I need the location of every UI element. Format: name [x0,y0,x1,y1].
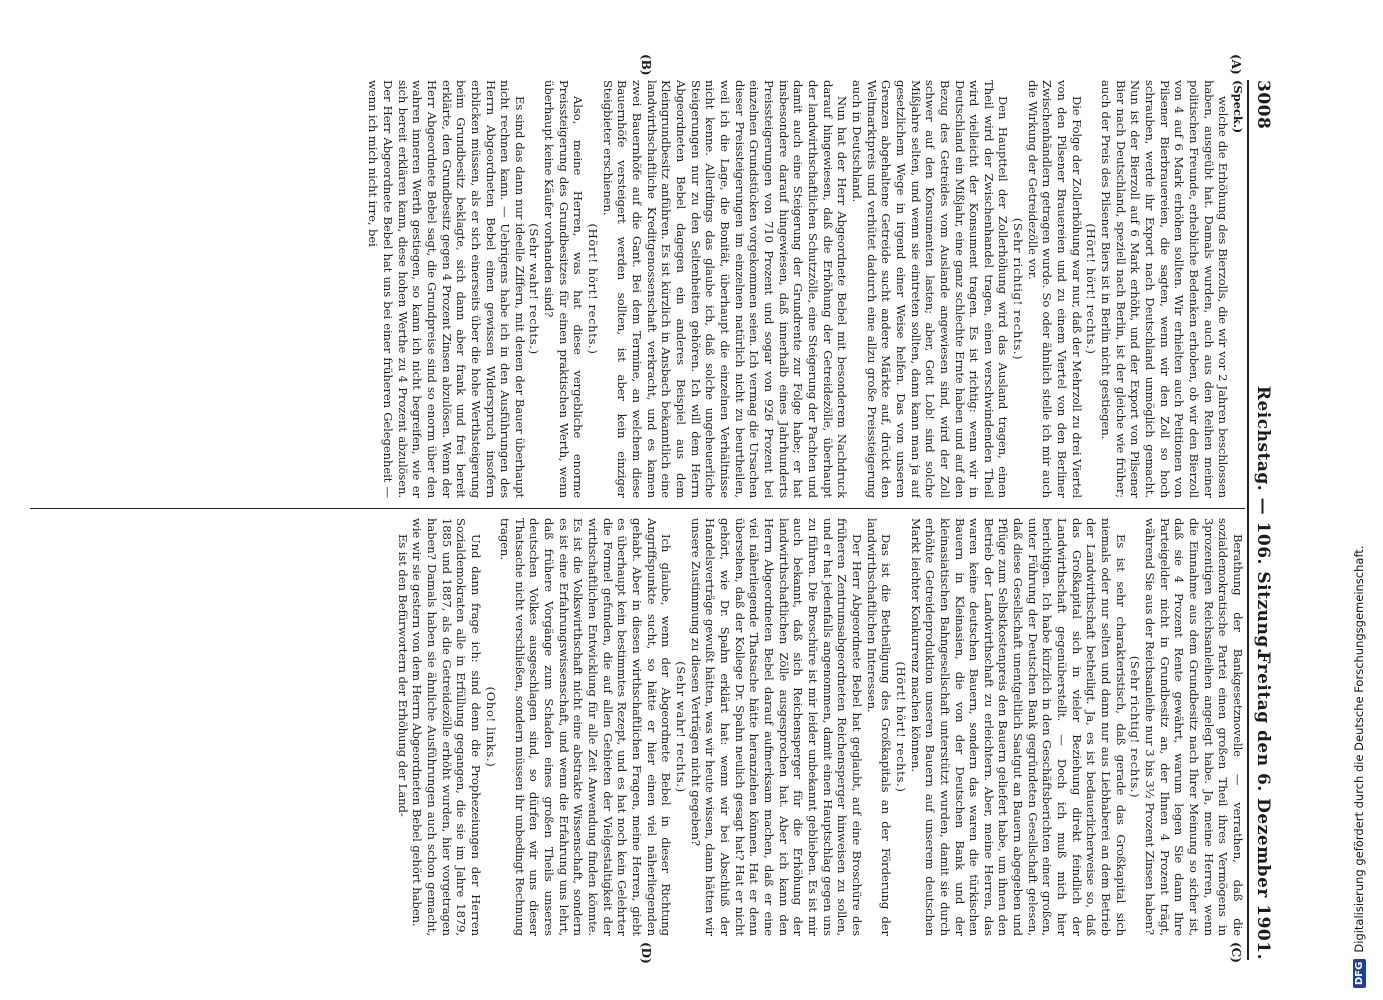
page-header [1247,80,1279,960]
margin-marker-b: (B) [639,54,653,76]
column-divider [30,508,1245,509]
paragraph: Es ist sehr charakteristisch, daß gerade das Großkapital sich niemals oder nur selten und dann nur aus Liebhaberei an dem Betrieb der Landwirthschaft betheiligt. Ja, es ist bedauerlicherweise so, daß das Großkapital sich in vieler Beziehung direkt feindlich der Landwirthschaft gegenüberstellt. — Doch ich muß mich hier berichtigen. Ich habe kürzlich in den Geschäftsberichten einer großen, unter Führung der Deutschen Bank gegründeten Gesellschaft gelesen, daß diese Gesellschaft unentgeltlich Saatgut an Bauern abgegeben und Pflüge zum Selbstkostenpreis den Bauern geliefert habe, um ihnen den Betrieb der Landwirthschaft zu erleichtern. Aber, meine Herren, das waren keine deutschen Bauern, sondern das waren die türkischen Bauern in Kleinasien, die von der Deutschen Bank und der kleinasiatischen Bahngesellschaft unterstützt wurden, damit sie durch erhöhte Getreideproduktion unseren Bauern auf unserem deutschen Markt leichter Konkurrenz machen können. [908,518,1128,936]
right-column [30,518,1245,936]
paragraph: Die Folge der Zollerhöhung war nur, daß der Mehrzoll zu drei Viertel von den Pilsener Brauereien und zu einem Viertel von den Berliner Zwischenhändlern getragen wurde. So oder ähnlich stelle ich mir auch die Wirkung der Getreidezölle vor. [1025,80,1084,498]
header-date: Freitag den 6. Dezember 1901. [1253,651,1273,960]
paragraph: Es ist den Befürwortern der Erhöhung der Land- [395,534,410,817]
header-title: Reichstag. — 106. Sitzung. [1253,385,1273,655]
paragraph: Das ist die Betheiligung des Großkapitals an der Förderung der landwirthschaftlichen Interessen. [864,518,894,936]
paragraph: Berathung der Bankgesetznovelle — verrathen, daß die sozialdemokratische Partei einen großen Theil ihres Vermögens in 3prozentigen Reichsanleihen angelegt habe. Ja, meine Herren, wenn die Einnahme aus dem Grundbesitz nach Ihrer Meinung so sicher ist, daß sie 4 Prozent Rente gewährt, warum legen Sie dann Ihre Parteigelder nicht in Grundbesitz an, der Ihnen 4 Prozent trägt, während Sie aus der Reichsanleihe nur 3 bis 3½ Prozent Zinsen haben? [1143,518,1245,936]
interjection: (Hört! hört! rechts.) [893,661,908,793]
left-column [30,80,1245,498]
interjection: (Hört! hört! rechts.) [1084,223,1099,355]
interjection: (Sehr richtig! rechts.) [1128,655,1143,799]
page-number: 3008 [1253,80,1273,130]
paragraph: Ich glaube, wenn der Abgeordnete Bebel in dieser Richtung Angriffspunkte sucht, so hätte er hier einen viel näherliegenden gehabt. Aber in diesen wirthschaftlichen Fragen, meine Herren, giebt es überhaupt kein bestimmtes Rezept, und es hat noch kein Gelehrter die Formel gefunden, die auf allen Gebieten der Vielgestaltigkeit der wirthschaftlichen Entwicklung für alle Zeit Anwendung finden könnte. Es ist die Volkswirthschaft nicht eine abstrakte Wissenschaft, sondern es ist eine Erfahrungswissenschaft, und wenn die Erfahrung uns lehrt, daß frühere Vorgänge zum Schaden eines großen Theils unseres deutschen Volkes ausgeschlagen sind, so dürfen wir uns dieser Thatsache nicht verschließen, sondern müssen ihr unbedingt Rechnung tragen. [498,518,674,936]
interjection: (Sehr richtig! rechts.) [1011,217,1026,361]
paragraph: welche die Erhöhung des Bierzolls, die wir vor 2 Jahren beschlossen haben, ausgeübt hat. Damals wurden, auch aus den Reihen meiner politischen Freunde, erhebliche Bedenken erhoben, ob wir den Bierzoll von 4 auf 6 Mark erhöhen sollten. Wir erhielten auch Petitionen von Pilsener Bierbrauereien, die sagten, wenn wir den Zoll so hoch schrauben, werde ihr Export nach Deutschland unmöglich gemacht. Nun ist der Bierzoll auf 6 Mark erhöht, und der Export von Pilsener Bier nach Deutschland, speziell nach Berlin, ist der gleiche wie früher; auch der Preis des Pilsener Biers ist in Berlin nicht gestiegen. [1099,80,1231,498]
paragraph: Der Herr Abgeordnete Bebel hat geglaubt, auf eine Broschüre des früheren Zentrumsabgeordneten Reichensperger hinweisen zu sollen, und er hat jedenfalls angenommen, damit einen Hauptschlag gegen uns zu führen. Die Broschüre ist mir leider unbekannt geblieben. Es ist mir auch bekannt, daß sich Reichensperger für die Erhöhung der landwirthschaftlichen Zölle ausgesprochen hat. Aber ich kann den Herrn Abgeordneten Bebel darauf aufmerksam machen, daß er eine viel näherliegende Thatsache hätte heranziehen können. Hat er denn übersehen, daß der Kollege Dr. Spahn neulich gesagt hat? Hat er nicht gehört, wie Dr. Spahn erklärt hat: wenn wir bei Abschluß der Handelsverträge gewußt hätten, was wir heute wissen, dann hätten wir unsere Zustimmung zu diesen Verträgen nicht gegeben? [688,518,864,936]
digitization-credit: Digitalisierung gefördert durch die Deutsche Forschungsgemeinschaft. [1352,545,1366,953]
paragraph: Es sind das dann nur ideelle Ziffern, mit denen der Bauer überhaupt nicht rechnen kann. — Uebrigens habe ich in den Ausführungen des Herrn Abgeordneten Bebel einen gewissen Widerspruch insofern erblicken müssen, als er sich einerseits über die hohe Werthsteigerung beim Grundbesitz beklagte, sich dann aber frank und frei bereit erklärte, den Grundbesitz gegen 4 Prozent Zinsen abzulösen. Wenn der Herr Abgeordnete Bebel sagt, die Grundpreise sind so enorm über den wahren inneren Werth gestiegen, so kann ich nicht begreifen, wie er sich bereit erklären kann, diese hohen Werthe zu 4 Prozent abzulösen. Der Herr Abgeordnete Bebel hat uns bei einer früheren Gelegenheit — wenn ich mich nicht irre, bei [366,80,527,498]
paragraph: Also, meine Herren, was hat diese vergebliche enorme Preissteigerung des Grundbesitzes für einen praktischen Werth, wenn überhaupt keine Käufer vorhanden sind? [542,80,586,498]
margin-marker-d: (D) [639,942,653,964]
margin-marker-a: (A) [1229,54,1243,75]
margin-marker-c: (C) [1229,942,1243,963]
interjection: (Hört! hört! rechts.) [586,223,601,355]
speaker-running-head: (Speck.) [1231,80,1245,134]
paragraph: Und dann frage ich: sind denn die Prophezeiungen der Herren Sozialdemokraten alle in Erfüllung gegangen, die sie im Jahre 1879, 1885 und 1887, als die Getreidezölle erhöht wurden, hier vorgetragen haben? Damals haben sie ähnliche Ausführungen auch schon gemacht, wie wir sie gestern von dem Herrn Abgeordneten Bebel gehört haben. [410,518,483,936]
paragraph: Den Hauptteil der Zollerhöhung wird das Ausland tragen, einen Theil wird der Zwischenhandel tragen, einen verschwindenden Theil wird vielleicht der Konsument tragen. Es ist richtig: wenn wir in Deutschland ein Mißjahr, eine ganz schlechte Ernte haben und auf den Bezug des Getreides vom Auslande angewiesen sind, wird der Zoll schwer auf den Konsumenten lasten; aber, Gott Lob! sind solche Mißjahre selten, und wenn sie eintreten sollten, dann kann man ja auf gesetzlichem Wege in irgend einer Weise helfen. Das von unseren Grenzen abgehaltene Getreide sucht andere Märkte auf, drückt den Weltmarktpreis und verhütet dadurch eine allzu große Preissteigerung auch in Deutschland. [849,80,1011,498]
interjection: (Sehr wahr! rechts.) [527,223,542,355]
paragraph: Nun hat der Herr Abgeordnete Bebel mit besonderem Nachdruck darauf hingewiesen, daß die Erhöhung der Getreidezölle, überhaupt der landwirthschaftlichen Schutzzölle, eine Steigerung der Pachten und damit auch eine Steigerung der Grundrente zur Folge habe; er hat insbesondere darauf hingewiesen, daß innerhalb eines Jahrhunderts Preissteigerungen von 710 Prozent und sogar von 926 Prozent bei einzelnen Grundstücken vorgekommen seien. Ich vermag die Ursachen dieser Preissteigerungen im einzelnen natürlich nicht zu beurtheilen, weil ich die Lage, die Bonität, überhaupt die einzelnen Verhältnisse nicht kenne. Allerdings das glaube ich, daß solche ungeheuerliche Steigerungen nur zu den Seltenheiten gehören. Ich will dem Herrn Abgeordneten Bebel dagegen ein anderes Beispiel aus dem Kleingrundbesitz anführen. Es ist kürzlich in Ansbach bekanntlich eine landwirthschaftliche Kreditgenossenschaft verkracht, und es kamen zwei Bauernhöfe auf die Gant. Bei dem Termine, an welchem diese Bauernhöfe versteigert werden sollten, ist aber kein einziger Steigbieter erschienen. [600,80,850,498]
dfg-credit-strip [1342,118,1376,988]
dfg-logo-icon: DFG [1353,959,1366,988]
interjection: (Sehr wahr! rechts.) [674,661,689,793]
interjection: (Oho! links.) [483,686,498,768]
